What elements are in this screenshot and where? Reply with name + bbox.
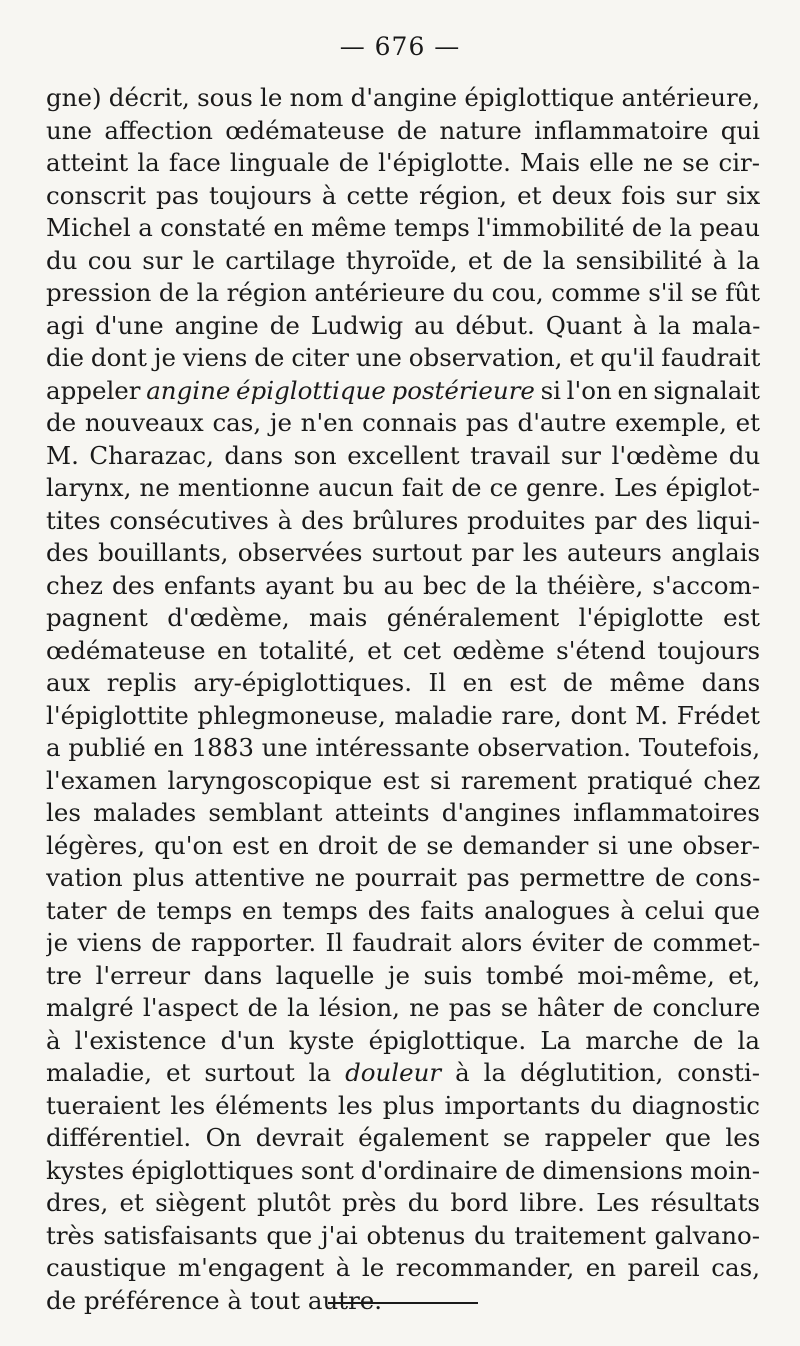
text-line [46, 1122, 760, 1155]
text-line [46, 342, 760, 375]
text-line [46, 570, 760, 603]
text-run: vation plus attentive ne pourrait pas permettre de cons- [46, 863, 760, 892]
text-run: très satisfaisants que j'ai obtenus du traitement galvano- [46, 1220, 760, 1250]
text-line [46, 1285, 760, 1318]
text-run: des bouillants, observées surtout par les auteurs anglais [46, 538, 760, 567]
text-run: tites consécutives à des brûlures produites par des liqui- [46, 505, 760, 535]
text-run: si l'on en signalait [534, 375, 760, 405]
text-line [46, 667, 760, 700]
text-run: à l'existence d'un kyste épiglottique. La marche de la [46, 1025, 760, 1055]
text-run: de nouveaux cas, je n'en connais pas d'autre exemple, et [46, 408, 760, 437]
text-line [46, 635, 760, 668]
text-run: Michel a constaté en même temps l'immobilité de la peau [46, 213, 760, 242]
text-line [46, 147, 760, 180]
text-line [46, 537, 760, 570]
text-run: kystes épiglottiques sont d'ordinaire de dimensions moin- [46, 1155, 760, 1185]
text-line [46, 862, 760, 895]
text-run: a publié en 1883 une intéressante observation. Toutefois, [46, 733, 760, 762]
text-line [46, 1057, 760, 1090]
text-run: M. Charazac, dans son excellent travail sur l'œdème du [46, 440, 760, 470]
text-run: gne) décrit, sous le nom d'angine épiglottique antérieure, [46, 83, 760, 112]
italic-phrase: angine épiglottique postérieure [146, 375, 535, 405]
text-run: légères, qu'on est en droit de se demander si une obser- [46, 830, 760, 860]
text-run: du cou sur le cartilage thyroïde, et de la sensibilité à la [46, 245, 760, 275]
text-run: aux replis ary-épiglottiques. Il en est de même dans [46, 668, 760, 697]
text-line [46, 310, 760, 343]
text-run: dres, et siègent plutôt près du bord libre. Les résultats [46, 1188, 760, 1217]
text-run: l'examen laryngoscopique est si rarement pratiqué chez [46, 765, 760, 795]
text-line [46, 180, 760, 213]
text-run: les malades semblant atteints d'angines inflammatoires [46, 798, 760, 827]
text-line [46, 115, 760, 148]
text-run: malgré l'aspect de la lésion, ne pas se hâter de conclure [46, 993, 760, 1022]
text-line [46, 212, 760, 245]
text-line [46, 1025, 760, 1058]
text-line [46, 82, 760, 115]
text-line [46, 700, 760, 733]
text-run: atteint la face linguale de l'épiglotte. Mais elle ne se cir- [46, 148, 760, 177]
text-line [46, 830, 760, 863]
text-run: différentiel. On devrait également se rappeler que les [46, 1123, 760, 1152]
text-line [46, 960, 760, 993]
text-line [46, 895, 760, 928]
text-line [46, 245, 760, 278]
text-line [46, 732, 760, 765]
text-line [46, 1220, 760, 1253]
text-run: l'épiglottite phlegmoneuse, maladie rare, dont M. Frédet [46, 700, 760, 730]
text-run: larynx, ne mentionne aucun fait de ce genre. Les épiglot- [46, 473, 760, 502]
text-line [46, 602, 760, 635]
text-run: tueraient les éléments les plus importants du diagnostic [46, 1090, 760, 1120]
text-line [46, 1090, 760, 1123]
text-run: de préférence à tout autre. [46, 1285, 383, 1315]
text-run: pagnent d'œdème, mais généralement l'épiglotte est [46, 603, 760, 632]
text-line [46, 440, 760, 473]
page-number: — 676 — [339, 32, 461, 61]
text-run: œdémateuse en totalité, et cet œdème s'étend toujours [46, 635, 760, 665]
text-run: die dont je viens de citer une observation, et qu'il faudrait [46, 343, 760, 372]
text-line [46, 927, 760, 960]
text-line [46, 472, 760, 505]
body-text [46, 82, 760, 1317]
closing-rule [328, 1302, 478, 1304]
italic-phrase: douleur [345, 1058, 442, 1087]
text-run: une affection œdémateuse de nature inflammatoire qui [46, 115, 760, 145]
text-line [46, 1187, 760, 1220]
text-line [46, 765, 760, 798]
text-line [46, 277, 760, 310]
text-line [46, 797, 760, 830]
text-run: tre l'erreur dans laquelle je suis tombé moi-même, et, [46, 960, 760, 990]
text-run: à la déglutition, consti- [441, 1058, 760, 1087]
text-run: je viens de rapporter. Il faudrait alors éviter de commet- [46, 928, 760, 957]
text-line [46, 1252, 760, 1285]
text-run: chez des enfants ayant bu au bec de la théière, s'accom- [46, 570, 760, 600]
text-run: maladie, et surtout la [46, 1058, 346, 1087]
text-run: tater de temps en temps des faits analogues à celui que [46, 895, 760, 925]
text-run: conscrit pas toujours à cette région, et deux fois sur six [46, 180, 760, 210]
text-run: pression de la région antérieure du cou, comme s'il se fût [46, 278, 760, 307]
text-run: agi d'une angine de Ludwig au début. Quant à la mala- [46, 310, 760, 340]
text-line [46, 992, 760, 1025]
text-line [46, 1155, 760, 1188]
text-run: caustique m'engagent à le recommander, en pareil cas, [46, 1253, 760, 1282]
text-run: appeler [46, 375, 147, 405]
text-line [46, 407, 760, 440]
text-line [46, 505, 760, 538]
text-line [46, 375, 760, 408]
